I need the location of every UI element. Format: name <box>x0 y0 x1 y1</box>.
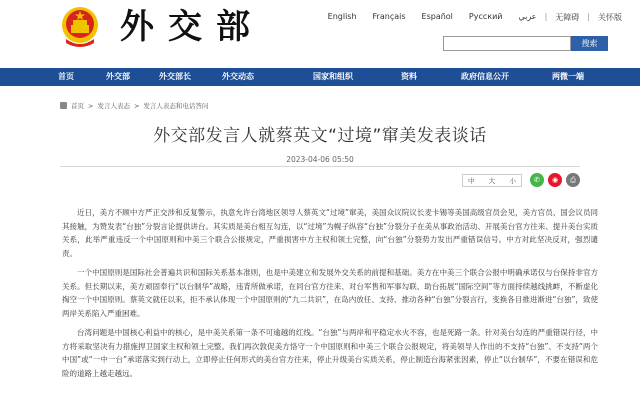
share-tools <box>530 173 580 187</box>
breadcrumb <box>60 101 208 110</box>
accessibility-link[interactable]: 无障碍 <box>555 13 580 22</box>
article-paragraph: 一个中国原则是国际社会普遍共识和国际关系基本准则，也是中美建立和发展外交关系的前提和基础。美方在中美三个联合公报中明确承诺仅与台保持非官方关系。但长期以来，美方顽固奉行“以台制华”战略，违背所做承诺，在同台官方往来、对台军售和军事勾联、助台拓展“国际空间”等方面持续越线挑衅，不断虚化掏空一个中国原则。蔡英文就任以来，拒不承认体现一个中国原则的“九二共识”，在岛内放任、支持、推动各种“台独”分裂言行，变换各目推进渐进“台独”，致使两岸关系陷入严重困难。 <box>62 268 598 318</box>
search-input[interactable] <box>443 36 571 51</box>
nav-item-minister[interactable]: 外交部长 <box>159 72 191 81</box>
font-size-large[interactable]: 大 <box>488 177 496 185</box>
breadcrumb-separator: > <box>133 101 140 110</box>
breadcrumb-home[interactable]: 首页 <box>71 102 84 110</box>
lang-english-link[interactable]: English <box>327 12 357 21</box>
wechat-share-icon[interactable]: ✆ <box>530 173 544 187</box>
site-logo-text[interactable]: 外交部 <box>120 7 264 47</box>
site-header <box>0 0 640 66</box>
article-body <box>62 206 598 386</box>
font-size-small[interactable]: 小 <box>509 177 516 185</box>
print-icon[interactable]: ⎙ <box>566 173 580 187</box>
article-title: 外交部发言人就蔡英文“过境”窜美发表谈话 <box>153 126 487 146</box>
nav-item-social[interactable]: 两微一端 <box>552 72 584 81</box>
main-nav <box>0 68 640 86</box>
breadcrumb-separator: > <box>88 101 94 110</box>
breadcrumb-current[interactable]: 发言人表态和电话答问 <box>143 102 209 110</box>
lang-arabic-link[interactable]: عربي <box>518 12 537 21</box>
lang-spanish-link[interactable]: Español <box>421 12 453 21</box>
nav-item-ministry[interactable]: 外交部 <box>106 72 130 81</box>
search-button[interactable]: 搜索 <box>571 36 608 51</box>
font-size-switcher <box>462 174 522 187</box>
article-date: 2023-04-06 05:50 <box>286 155 354 164</box>
language-bar <box>320 12 630 23</box>
lang-russian-link[interactable]: Русский <box>468 12 503 21</box>
search-box <box>443 36 608 51</box>
divider <box>60 166 580 167</box>
weibo-share-icon[interactable]: ◉ <box>548 173 562 187</box>
font-size-medium[interactable]: 中 <box>468 177 475 185</box>
nav-item-resources[interactable]: 资料 <box>401 72 417 81</box>
care-version-link[interactable]: 关怀版 <box>598 13 622 22</box>
article-paragraph: 台湾问题是中国核心利益中的核心，是中美关系第一条不可逾越的红线。“台独”与两岸和平稳定水火不容，也是死路一条。针对美台勾连的严重错误行径，中方将采取坚决有力措施捍卫国家主权和领土完整。我们再次敦促美方恪守一个中国原则和中美三个联合公报规定，将美领导人作出的不支持“台独”、不支持“两个中国”或“一中一台”承诺落实到行动上，立即停止任何形式的美台官方往来，停止升级美台实质关系，停止制造台海紧张因素，停止“以台制华”，不要在错误和危险的道路上越走越远。 <box>62 328 598 378</box>
breadcrumb-spokesperson[interactable]: 发言人表态 <box>97 102 130 110</box>
nav-item-activities[interactable]: 外交动态 <box>222 72 254 81</box>
separator: | <box>544 12 548 21</box>
home-icon <box>60 102 67 109</box>
nav-item-countries[interactable]: 国家和组织 <box>313 72 353 81</box>
separator: | <box>587 12 590 21</box>
nav-item-home[interactable]: 首页 <box>58 72 74 81</box>
nav-item-gov-info[interactable]: 政府信息公开 <box>461 72 509 81</box>
national-emblem-icon[interactable] <box>60 5 100 47</box>
article-paragraph: 近日，美方不顾中方严正交涉和反复警示，执意允许台湾地区领导人蔡英文“过境”窜美，美国众议院议长麦卡锡等美国高级官员会见，美方官员、国会议员同其接触，为赞发表“台独”分裂言论提供讲台。其实质是美台相互勾连，以“过境”为幌子纵容“台独”分裂分子在美从事政治活动、开展美台官方往来、提升美台实质关系，此举严重违反一个中国原则和中美三个联合公报规定，严重损害中方主权和领土完整，向“台独”分裂势力发出严重错误信号。中方对此坚决反对，强烈谴责。 <box>62 208 598 258</box>
lang-french-link[interactable]: Français <box>372 12 406 21</box>
